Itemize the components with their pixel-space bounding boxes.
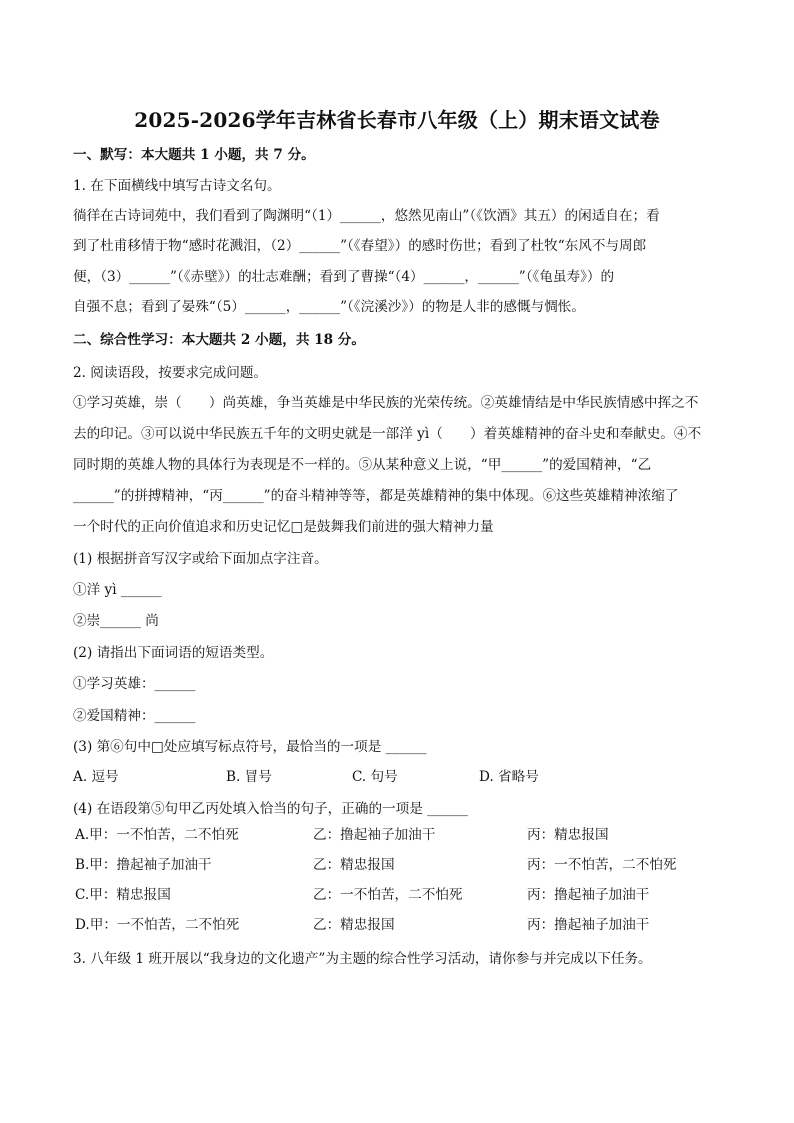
section1-heading: 一、默写：本大题共 1 小题，共 7 分。	[73, 147, 315, 163]
sub4-title: (4) 在语段第⑤句甲乙丙处填入恰当的句子，正确的一项是 ______	[73, 801, 468, 817]
q2-passage-line: ①学习英雄，崇（ ）尚英雄，争当英雄是中华民族的光荣传统。②英雄情结是中华民族情感中挥之不	[73, 395, 699, 411]
sub4-option-d-yi: 乙：精忠报国	[313, 917, 395, 933]
sub4-option-c-yi: 乙：一不怕苦，二不怕死	[313, 887, 463, 903]
sub1-item: ②崇______ 尚	[73, 613, 159, 629]
sub4-option-d-bing: 丙：撸起袖子加油干	[527, 917, 650, 933]
sub3-option-c: C. 句号	[352, 769, 398, 785]
q2-passage-line: 一个时代的正向价值追求和历史记忆□是鼓舞我们前进的强大精神力量	[73, 519, 494, 535]
q2-passage-line: 同时期的英雄人物的具体行为表现是不一样的。⑤从某种意义上说，“甲______”的爱国精神，“乙	[73, 457, 652, 473]
sub4-option-b-yi: 乙：精忠报国	[313, 857, 395, 873]
q2-passage-line: 去的印记。③可以说中华民族五千年的文明史就是一部洋 yì（ ）着英雄精神的奋斗史和奉献史。④不	[73, 426, 702, 442]
sub4-option-a-jia: A.甲：一不怕苦，二不怕死	[75, 827, 239, 843]
sub3-option-a: A. 逗号	[73, 769, 119, 785]
sub4-option-b-jia: B.甲：撸起袖子加油干	[75, 857, 212, 873]
sub2-item: ①学习英雄：______	[73, 676, 196, 692]
sub3-option-d: D. 省略号	[479, 769, 539, 785]
q1-line: 到了杜甫移情于物“感时花溅泪，（2）______”（《春望》）的感时伤世；看到了杜牧“东风不与周郎	[73, 238, 647, 254]
sub1-item: ①洋 yì ______	[73, 582, 162, 598]
sub4-option-d-jia: D.甲：一不怕苦，二不怕死	[75, 917, 240, 933]
sub2-title: (2) 请指出下面词语的短语类型。	[73, 645, 274, 661]
sub3-option-b: B. 冒号	[226, 769, 272, 785]
q1-title: 1. 在下面横线中填写古诗文名句。	[73, 178, 281, 194]
q2-passage-line: ______”的拼搏精神，“丙______”的奋斗精神等等，都是英雄精神的集中体现。⑥这些英雄精神浓缩了	[73, 488, 679, 504]
q1-line: 便，（3）______”（《赤壁》）的壮志难酬；看到了曹操“（4）______，______”（《龟虽寿》）的	[73, 269, 615, 285]
sub4-option-b-bing: 丙：一不怕苦，二不怕死	[527, 857, 677, 873]
sub4-option-a-bing: 丙：精忠报国	[527, 827, 609, 843]
q1-line: 自强不息；看到了晏殊“（5）______，______”（《浣溪沙》）的物是人非的感慨与惆怅。	[73, 299, 585, 315]
sub4-option-a-yi: 乙：撸起袖子加油干	[313, 827, 436, 843]
sub2-item: ②爱国精神：______	[73, 708, 196, 724]
sub1-title: (1) 根据拼音写汉字或给下面加点字注音。	[73, 551, 328, 567]
sub4-option-c-bing: 丙：撸起袖子加油干	[527, 887, 650, 903]
q1-line: 徜徉在古诗词苑中，我们看到了陶渊明“（1）______，悠然见南山”（《饮酒》其五）的闲适自在；看	[73, 208, 660, 224]
page-title: 2025-2026学年吉林省长春市八年级（上）期末语文试卷	[134, 108, 660, 132]
sub4-option-c-jia: C.甲：精忠报国	[75, 887, 171, 903]
q2-title: 2. 阅读语段，按要求完成问题。	[73, 365, 268, 381]
q3-title: 3. 八年级 1 班开展以“我身边的文化遗产”为主题的综合性学习活动，请你参与并完成以下任务。	[73, 951, 652, 967]
section2-heading: 二、综合性学习：本大题共 2 小题，共 18 分。	[73, 332, 365, 348]
sub3-title: (3) 第⑥句中□处应填写标点符号，最恰当的一项是 ______	[73, 739, 427, 755]
